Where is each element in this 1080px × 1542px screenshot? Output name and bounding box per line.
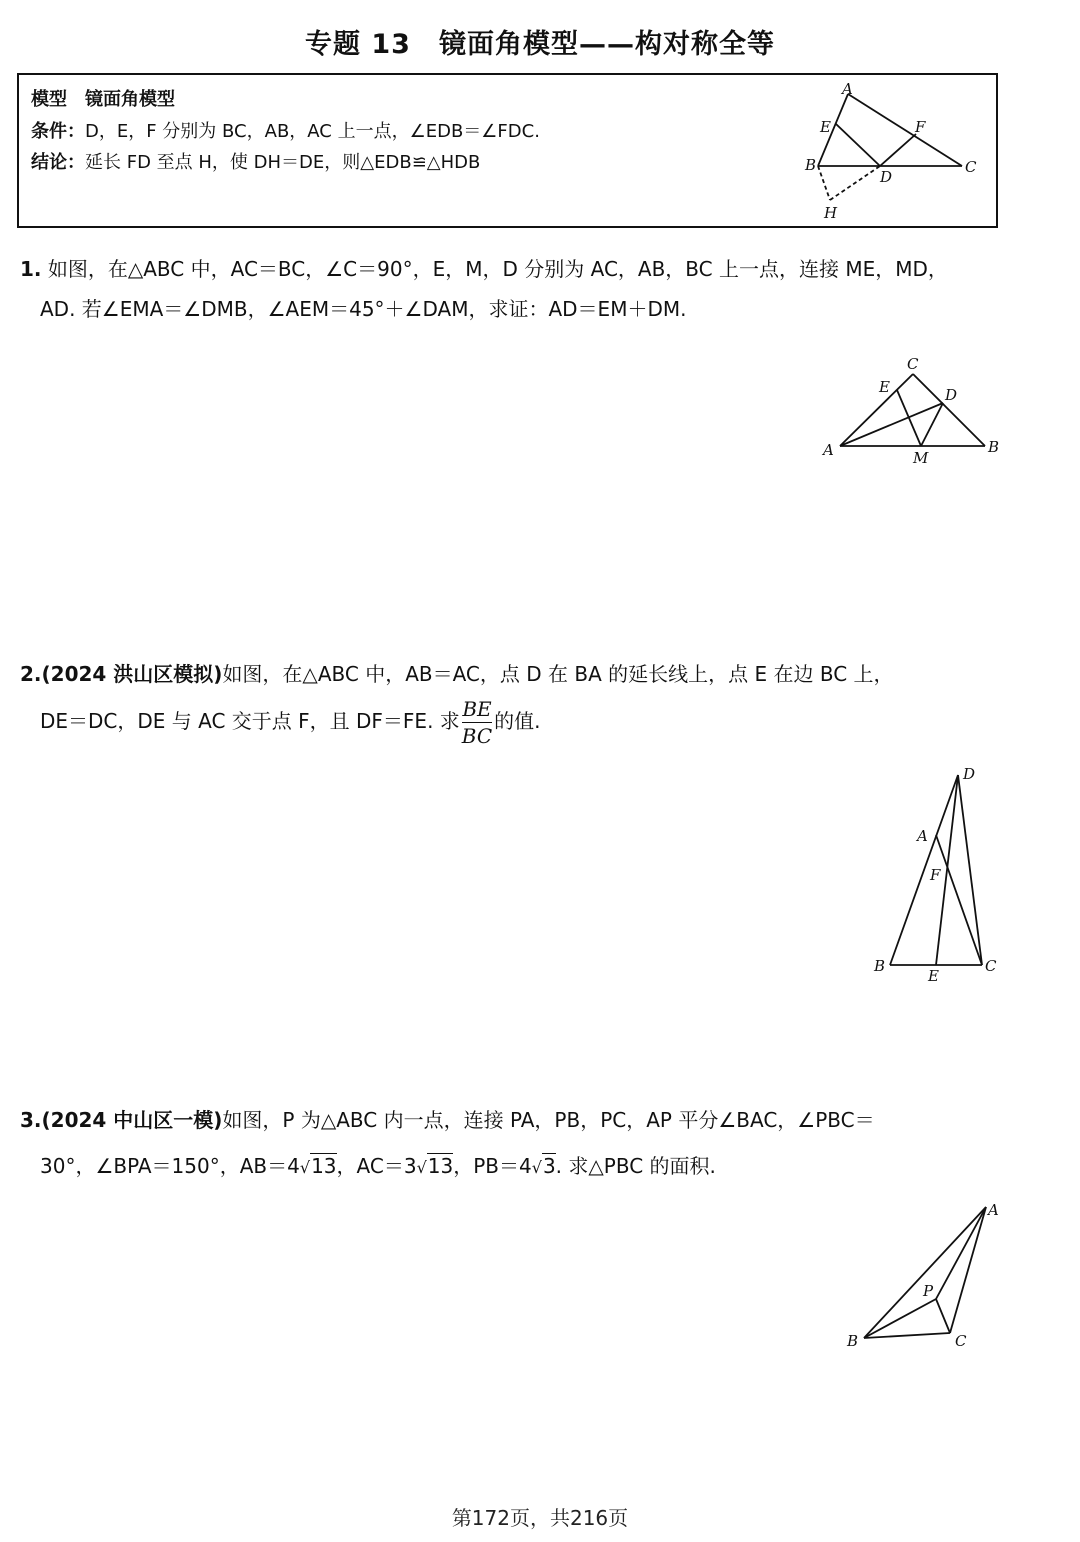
- sqrt-13-first: 13: [311, 1154, 337, 1178]
- problem3-text1: 如图，P 为△ABC 内一点，连接 PA，PB，PC，AP 平分∠BAC，∠PBC＝: [222, 1108, 875, 1132]
- conclusion-label: 结论：: [31, 152, 85, 173]
- problem3-line1: [20, 1104, 875, 1133]
- problem3-text2c: ，PB＝4: [453, 1154, 532, 1178]
- problem2-text2a: DE＝DC，DE 与 AC 交于点 F，且 DF＝FE. 求: [40, 709, 460, 733]
- sqrt-13-second: 13: [427, 1154, 454, 1178]
- p1-label-d: D: [945, 386, 958, 404]
- p1-label-m: M: [913, 449, 929, 467]
- problem2-text1: 如图，在△ABC 中，AB＝AC，点 D 在 BA 的延长线上，点 E 在边 BC 上，: [222, 662, 894, 686]
- p3-label-p: P: [923, 1282, 934, 1300]
- model-label-c: C: [965, 158, 977, 176]
- model-label-d: D: [880, 168, 893, 186]
- model-name: 模型 镜面角模型: [31, 89, 175, 110]
- p1-label-a: A: [823, 441, 834, 459]
- page-title: 专题 13 镜面角模型——构对称全等: [305, 29, 775, 60]
- fraction-numerator: BE: [462, 697, 492, 721]
- problem2-source: (2024 洪山区模拟): [41, 662, 223, 686]
- p1-label-b: B: [988, 438, 1000, 456]
- problem2-figure: [868, 765, 1008, 987]
- condition-label: 条件：: [31, 121, 85, 142]
- problem1-figure: [815, 352, 1005, 470]
- p1-label-c: C: [907, 355, 919, 373]
- p1-label-e: E: [879, 378, 890, 396]
- fraction-denominator: BC: [461, 724, 493, 748]
- model-label-f: F: [915, 118, 926, 136]
- problem2-number: 2.: [20, 662, 42, 686]
- model-label-b: B: [805, 156, 817, 174]
- problem2-fraction: [462, 696, 492, 749]
- problem1-number: 1.: [20, 257, 42, 281]
- problem1-line1: [20, 253, 948, 282]
- problem2-line2: [40, 696, 541, 749]
- model-conclusion: [31, 148, 480, 174]
- p2-label-e: E: [928, 967, 939, 985]
- problem3-source: (2024 中山区一模): [41, 1108, 223, 1132]
- p2-label-d: D: [963, 765, 976, 783]
- problem3-line2: 30°，∠BPA＝150°，AB＝4√13，AC＝3√13，PB＝4√3. 求△PBC 的面积.: [40, 1154, 716, 1178]
- p2-label-f: F: [930, 866, 941, 884]
- condition-text: D，E，F 分别为 BC，AB，AC 上一点，∠EDB＝∠FDC.: [85, 121, 540, 142]
- problem3-number: 3.: [20, 1108, 42, 1132]
- model-figure: [790, 78, 990, 226]
- model-label-a: A: [842, 80, 853, 98]
- p3-label-c: C: [955, 1332, 967, 1350]
- model-label-h: H: [824, 204, 838, 222]
- problem1-line2: AD. 若∠EMA＝∠DMB，∠AEM＝45°＋∠DAM，求证：AD＝EM＋DM.: [40, 297, 687, 321]
- problem3-text2b: ，AC＝3: [336, 1154, 417, 1178]
- p2-label-a: A: [917, 827, 928, 845]
- problem2-text2b: 的值.: [494, 709, 541, 733]
- page-footer: 第172页，共216页: [451, 1506, 629, 1530]
- sqrt-3: 3: [542, 1154, 556, 1178]
- p2-label-c: C: [985, 957, 997, 975]
- model-label-e: E: [820, 118, 831, 136]
- problem3-text2a: 30°，∠BPA＝150°，AB＝4: [40, 1154, 300, 1178]
- problem3-text2d: . 求△PBC 的面积.: [555, 1154, 716, 1178]
- model-condition: [31, 117, 540, 143]
- p3-label-b: B: [847, 1332, 859, 1350]
- problem2-line1: [20, 658, 894, 687]
- conclusion-text: 延长 FD 至点 H，使 DH＝DE，则△EDB≌△HDB: [85, 152, 481, 173]
- p3-label-a: A: [988, 1201, 999, 1219]
- problem3-figure: [840, 1195, 1010, 1355]
- problem1-text1: 如图，在△ABC 中，AC＝BC，∠C＝90°，E，M，D 分别为 AC，AB，BC 上一点，连接 ME，MD，: [47, 257, 948, 281]
- p2-label-b: B: [874, 957, 886, 975]
